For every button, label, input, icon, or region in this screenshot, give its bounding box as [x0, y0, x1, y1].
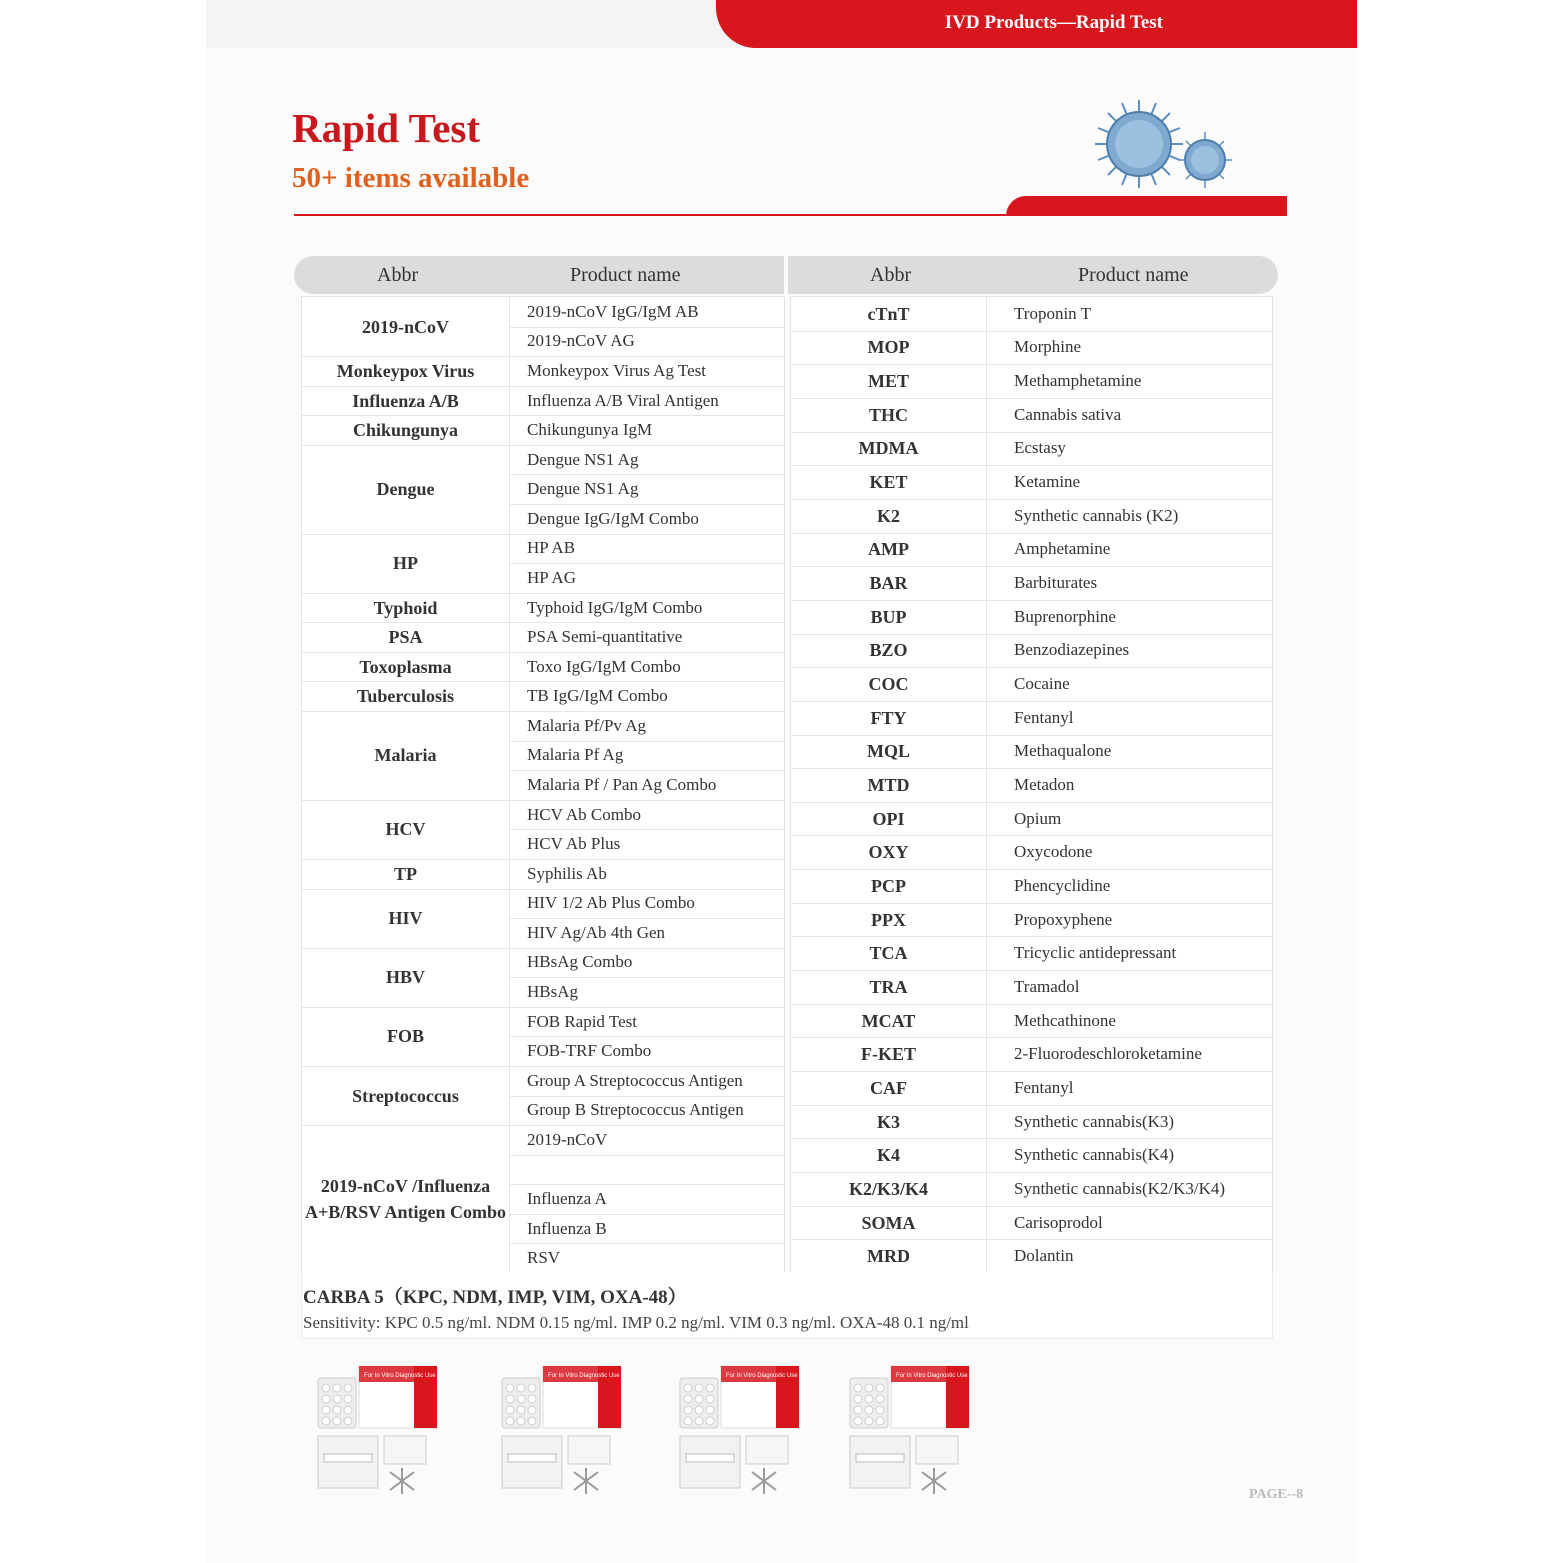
left-product-cell: HIV 1/2 Ab Plus Combo	[527, 893, 695, 913]
group-divider	[302, 948, 784, 949]
right-product-cell: Fentanyl	[1014, 707, 1074, 727]
right-abbr-cell: PCP	[871, 875, 906, 896]
right-product-cell: Methaqualone	[1014, 741, 1112, 761]
left-abbr-cell: Dengue	[376, 479, 435, 500]
right-abbr-cell: K4	[876, 1145, 900, 1166]
left-product-cell	[509, 1155, 784, 1185]
right-product-cell: Cannabis sativa	[1014, 404, 1122, 424]
left-abbr-cell: HCV	[385, 819, 426, 840]
right-abbr-cell: MDMA	[858, 438, 919, 459]
left-product-cell: Dengue NS1 Ag	[527, 479, 639, 499]
row-divider	[791, 499, 1272, 500]
left-product-cell: Dengue NS1 Ag	[527, 449, 639, 469]
kit-box-label: For In Vitro Diagnostic Use	[548, 1373, 620, 1379]
row-divider	[791, 701, 1272, 702]
group-divider	[302, 859, 784, 860]
right-product-cell: Synthetic cannabis(K2/K3/K4)	[1014, 1178, 1226, 1198]
right-product-table	[790, 296, 1273, 1274]
right-abbr-cell: K3	[876, 1111, 900, 1132]
left-abbr-cell: HIV	[388, 908, 423, 929]
row-divider	[791, 533, 1272, 534]
right-abbr-cell: MRD	[867, 1246, 910, 1267]
left-product-cell: HCV Ab Plus	[527, 834, 621, 854]
right-header-product: Product name	[1078, 264, 1189, 286]
row-divider	[791, 1004, 1272, 1005]
right-abbr-cell: CAF	[870, 1077, 907, 1098]
page-subtitle: 50+ items available	[292, 162, 530, 194]
row-divider	[791, 1172, 1272, 1173]
group-divider	[302, 1007, 784, 1008]
group-divider	[302, 622, 784, 623]
left-product-cell: HBsAg Combo	[527, 952, 633, 972]
right-product-cell: Oxycodone	[1014, 842, 1093, 862]
right-product-cell: Methamphetamine	[1014, 371, 1142, 391]
left-product-cell: 2019-nCoV AG	[527, 331, 635, 351]
right-product-cell: Morphine	[1014, 337, 1082, 357]
left-product-cell: Monkeypox Virus Ag Test	[527, 360, 706, 380]
right-abbr-cell: MQL	[867, 741, 910, 762]
row-divider	[791, 566, 1272, 567]
row-divider	[509, 563, 784, 564]
right-abbr-cell: MET	[867, 371, 909, 392]
virus-illustration	[1094, 98, 1234, 190]
row-divider	[509, 1184, 784, 1185]
right-abbr-cell: F-KET	[860, 1044, 916, 1065]
row-divider	[509, 1214, 784, 1215]
row-divider	[509, 977, 784, 978]
row-divider	[791, 1105, 1272, 1106]
right-product-cell: Synthetic cannabis (K2)	[1014, 505, 1179, 525]
row-divider	[509, 1155, 784, 1156]
row-divider	[791, 465, 1272, 466]
right-abbr-cell: OXY	[868, 842, 909, 863]
title-rule	[294, 214, 1006, 216]
left-product-cell: Syphilis Ab	[527, 863, 607, 883]
group-divider	[302, 1125, 784, 1126]
kit-box-label: For In Vitro Diagnostic Use	[364, 1373, 436, 1379]
left-product-cell: Influenza A	[527, 1189, 607, 1209]
header-band	[716, 0, 1357, 48]
group-divider	[302, 652, 784, 653]
left-product-cell: Toxo IgG/IgM Combo	[527, 656, 681, 676]
group-divider	[302, 1066, 784, 1067]
row-divider	[509, 1096, 784, 1097]
left-product-cell: Group B Streptococcus Antigen	[527, 1100, 744, 1120]
left-product-cell: TB IgG/IgM Combo	[527, 686, 668, 706]
row-divider	[791, 835, 1272, 836]
row-divider	[791, 768, 1272, 769]
carba-title: CARBA 5（KPC, NDM, IMP, VIM, OXA-48）	[303, 1287, 687, 1308]
left-abbr-cell: Tuberculosis	[356, 686, 455, 707]
row-divider	[509, 918, 784, 919]
row-divider	[791, 936, 1272, 937]
right-product-cell: Ecstasy	[1014, 438, 1066, 458]
right-product-cell: Propoxyphene	[1014, 909, 1113, 929]
group-divider	[302, 593, 784, 594]
left-abbr-cell: Chikungunya	[352, 420, 459, 441]
row-divider	[791, 1071, 1272, 1072]
left-product-cell: 2019-nCoV IgG/IgM AB	[527, 301, 699, 321]
right-product-cell: 2-Fluorodeschloroketamine	[1014, 1044, 1202, 1064]
row-divider	[791, 1138, 1272, 1139]
kit-box-label: For In Vitro Diagnostic Use	[726, 1373, 798, 1379]
left-product-cell: Influenza B	[527, 1218, 607, 1238]
header-band-text: IVD Products—Rapid Test	[944, 12, 1163, 33]
title-rule-tab	[1006, 196, 1287, 216]
row-divider	[791, 1206, 1272, 1207]
right-table-header	[788, 256, 1278, 294]
product-kit-image	[498, 1358, 628, 1498]
left-product-cell: Group A Streptococcus Antigen	[527, 1070, 743, 1090]
row-divider	[509, 829, 784, 830]
row-divider	[509, 474, 784, 475]
left-abbr-cell: Toxoplasma	[359, 656, 452, 677]
group-divider	[302, 889, 784, 890]
row-divider	[791, 600, 1272, 601]
left-abbr-cell: Influenza A/B	[352, 390, 459, 411]
left-product-cell: FOB-TRF Combo	[527, 1041, 652, 1061]
row-divider	[791, 735, 1272, 736]
right-product-cell: Tricyclic antidepressant	[1014, 943, 1177, 963]
right-abbr-cell: AMP	[868, 539, 909, 560]
row-divider	[791, 364, 1272, 365]
product-kit-image	[314, 1358, 444, 1498]
left-abbr-cell: HP	[393, 553, 418, 574]
right-abbr-cell: BAR	[869, 573, 908, 594]
right-abbr-cell: MCAT	[861, 1010, 916, 1031]
left-abbr-cell: Streptococcus	[352, 1085, 459, 1106]
page-number: PAGE--8	[1249, 1487, 1304, 1502]
right-abbr-cell: cTnT	[867, 303, 910, 324]
row-divider	[791, 903, 1272, 904]
left-table-header	[294, 256, 784, 294]
right-product-cell: Buprenorphine	[1014, 606, 1116, 626]
brochure-page	[206, 0, 1357, 1563]
right-product-cell: Methcathinone	[1014, 1010, 1116, 1030]
right-product-cell: Dolantin	[1014, 1246, 1074, 1266]
row-divider	[791, 1239, 1272, 1240]
carba-sensitivity: Sensitivity: KPC 0.5 ng/ml. NDM 0.15 ng/ml. IMP 0.2 ng/ml. VIM 0.3 ng/ml. OXA-48 0.1 ng/ml	[303, 1313, 969, 1332]
left-product-cell: Influenza A/B Viral Antigen	[527, 390, 719, 410]
right-abbr-cell: COC	[868, 674, 909, 695]
row-divider	[791, 802, 1272, 803]
right-product-cell: Synthetic cannabis(K3)	[1014, 1111, 1175, 1131]
left-product-cell: Chikungunya IgM	[527, 420, 653, 440]
left-header-product: Product name	[570, 264, 681, 286]
left-product-cell: FOB Rapid Test	[527, 1011, 637, 1031]
left-abbr-cell: Malaria	[374, 745, 437, 766]
group-divider	[302, 386, 784, 387]
left-product-cell: Malaria Pf/Pv Ag	[527, 715, 646, 735]
right-product-cell: Phencyclidine	[1014, 875, 1111, 895]
left-abbr-cell: 2019-nCoV /Influenza A+B/RSV Antigen Combo	[305, 1176, 506, 1223]
left-product-cell: Dengue IgG/IgM Combo	[527, 508, 699, 528]
group-divider	[302, 445, 784, 446]
left-product-cell: Malaria Pf / Pan Ag Combo	[527, 774, 717, 794]
product-kit-image	[676, 1358, 806, 1498]
left-abbr-cell: PSA	[388, 627, 423, 648]
right-abbr-cell: SOMA	[861, 1212, 916, 1233]
left-product-cell: Typhoid IgG/IgM Combo	[527, 597, 703, 617]
row-divider	[791, 634, 1272, 635]
right-abbr-cell: MTD	[867, 774, 910, 795]
right-product-cell: Opium	[1014, 808, 1062, 828]
left-product-cell: HP AB	[527, 538, 576, 558]
right-abbr-cell: PPX	[871, 909, 906, 930]
group-divider	[302, 356, 784, 357]
right-abbr-cell: BUP	[870, 606, 907, 627]
row-divider	[509, 504, 784, 505]
left-product-cell: RSV	[527, 1248, 561, 1268]
page-title: Rapid Test	[292, 105, 481, 151]
right-abbr-cell: BZO	[869, 640, 908, 661]
group-divider	[302, 681, 784, 682]
row-divider	[791, 398, 1272, 399]
left-product-table	[301, 296, 785, 1274]
left-abbr-cell: 2019-nCoV	[361, 316, 449, 337]
row-divider	[791, 869, 1272, 870]
right-abbr-cell: MOP	[867, 337, 910, 358]
group-divider	[302, 534, 784, 535]
right-abbr-cell: FTY	[870, 707, 907, 728]
row-divider	[791, 970, 1272, 971]
right-product-cell: Metadon	[1014, 774, 1075, 794]
product-kit-image	[846, 1358, 976, 1498]
row-divider	[509, 741, 784, 742]
left-header-abbr: Abbr	[377, 264, 419, 286]
right-product-cell: Ketamine	[1014, 472, 1081, 492]
right-abbr-cell: K2/K3/K4	[848, 1178, 928, 1199]
left-product-cell: Malaria Pf Ag	[527, 745, 624, 765]
right-product-cell: Benzodiazepines	[1014, 640, 1130, 660]
right-table-divider	[986, 297, 987, 1273]
row-divider	[791, 432, 1272, 433]
row-divider	[509, 327, 784, 328]
right-abbr-cell: TRA	[869, 976, 908, 997]
row-divider	[791, 1037, 1272, 1038]
right-abbr-cell: K2	[876, 505, 900, 526]
left-product-cell: HIV Ag/Ab 4th Gen	[527, 922, 666, 942]
left-abbr-cell: FOB	[386, 1026, 424, 1047]
row-divider	[509, 770, 784, 771]
right-abbr-cell: OPI	[872, 808, 905, 829]
row-divider	[509, 1036, 784, 1037]
left-product-cell: 2019-nCoV	[527, 1129, 608, 1149]
group-divider	[302, 800, 784, 801]
row-divider	[791, 667, 1272, 668]
group-divider	[302, 415, 784, 416]
right-product-cell: Amphetamine	[1014, 539, 1111, 559]
right-header-abbr: Abbr	[870, 264, 912, 286]
left-abbr-cell: Monkeypox Virus	[336, 360, 475, 381]
left-abbr-cell: Typhoid	[373, 597, 438, 618]
right-product-cell: Carisoprodol	[1014, 1212, 1103, 1232]
row-divider	[509, 1243, 784, 1244]
right-product-cell: Fentanyl	[1014, 1077, 1074, 1097]
left-abbr-cell: HBV	[385, 967, 425, 988]
right-abbr-cell: TCA	[869, 943, 908, 964]
kit-box-label: For In Vitro Diagnostic Use	[896, 1373, 968, 1379]
left-product-cell: HCV Ab Combo	[527, 804, 641, 824]
right-product-cell: Cocaine	[1014, 674, 1070, 694]
right-abbr-cell: KET	[869, 472, 908, 493]
group-divider	[302, 711, 784, 712]
row-divider	[791, 331, 1272, 332]
left-product-cell: HP AG	[527, 567, 576, 587]
right-abbr-cell: THC	[868, 404, 908, 425]
right-product-cell: Tramadol	[1014, 976, 1080, 996]
left-product-cell: HBsAg	[527, 982, 579, 1002]
right-product-cell: Barbiturates	[1014, 573, 1098, 593]
left-abbr-cell: TP	[393, 863, 417, 884]
left-product-cell: PSA Semi-quantitative	[527, 627, 683, 647]
right-product-cell: Troponin T	[1014, 303, 1091, 323]
right-product-cell: Synthetic cannabis(K4)	[1014, 1145, 1175, 1165]
